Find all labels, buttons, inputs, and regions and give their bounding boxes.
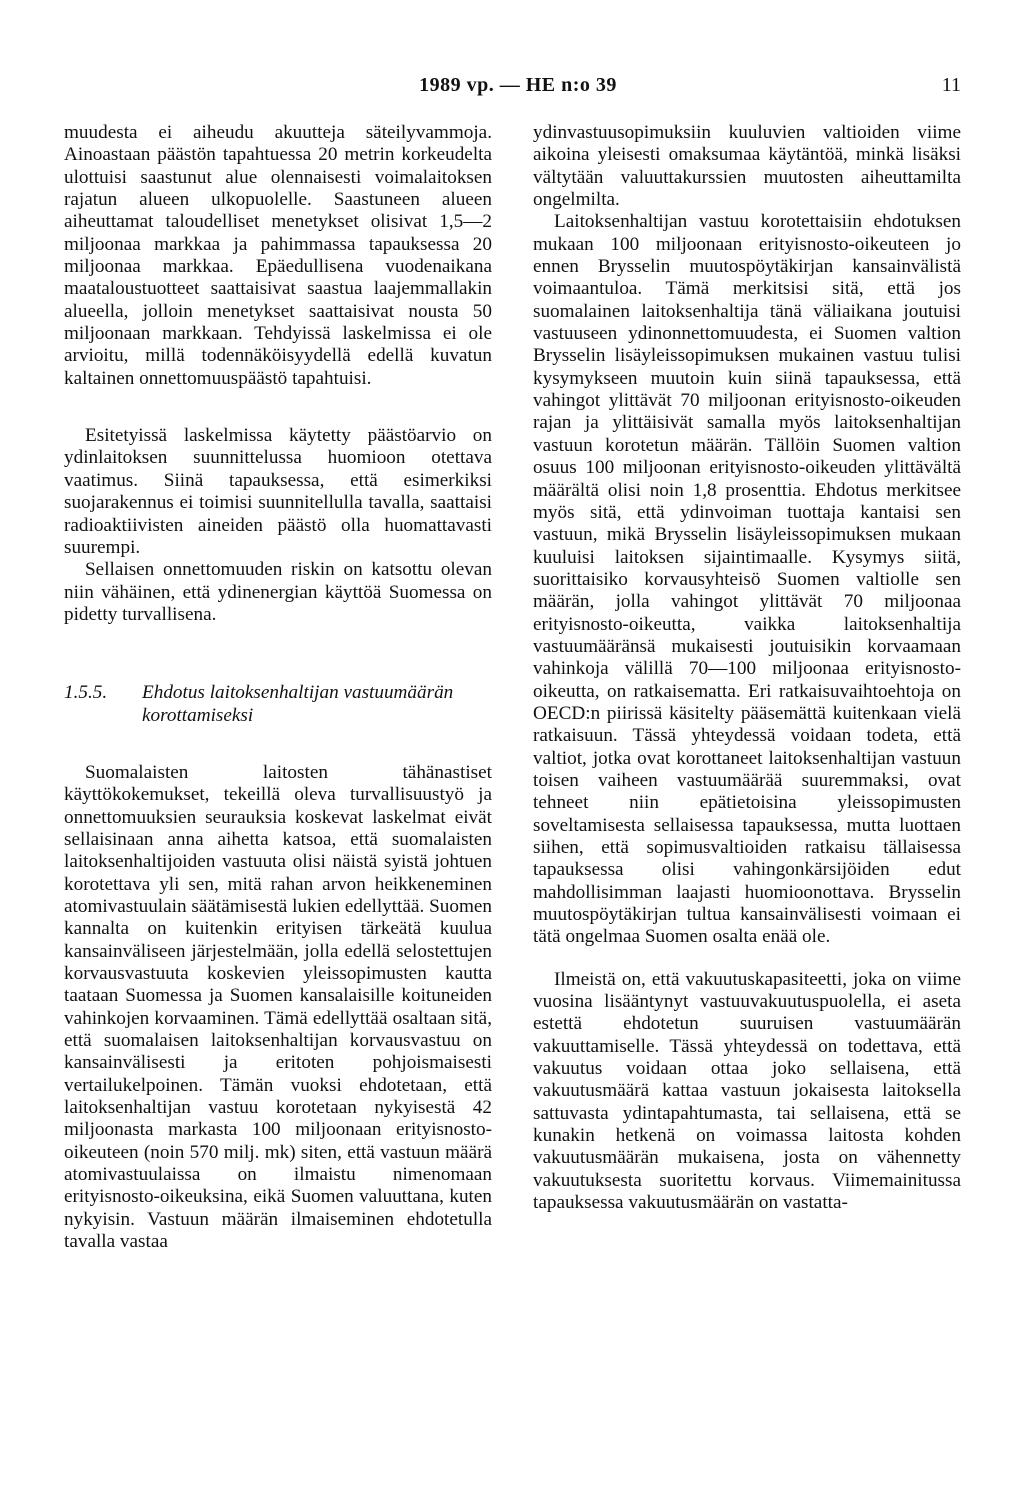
section-spacer: [64, 727, 492, 762]
right-column: [533, 122, 961, 1215]
section-spacer: [64, 661, 492, 682]
left-column: [64, 122, 492, 1253]
paragraph: ydinvastuusopimuksiin kuuluvien valtioiden viime aikoina yleisesti omaksumaa käytäntöä, minkä lisäksi vältytään valuuttakurssien muutosten aiheuttamilta ongelmilta.: [533, 122, 961, 211]
page-header: [0, 74, 1024, 104]
section-heading: [64, 682, 492, 727]
paragraph: muudesta ei aiheudu akuutteja säteilyvammoja. Ainoastaan päästön tapahtuessa 20 metrin korkeudelta ulottuisi saastunut alue olennaisesti voimalaitoksen rajatun alueen ulkopuolelle. Saastuneen alueen aiheuttamat taloudelliset menetykset olisivat 1,5—2 miljoonaa markkaa ja pahimmassa tapauksessa 20 miljoonaa markkaa. Epäedullisena vuodenaikana maataloustuotteet saattaisivat saastua laajemmallakin alueella, jolloin menetykset saattaisivat nousta 50 miljoonaan markkaan. Tehdyissä laskelmissa ei ole arvioitu, millä todennäköisyydellä edellä kuvatun kaltainen onnettomuuspäästö tapahtuisi.: [64, 122, 492, 389]
section-title: Ehdotus laitoksenhaltijan vastuumäärän korottamiseksi: [142, 682, 454, 726]
page-number: 11: [941, 74, 961, 96]
paragraph: Suomalaisten laitosten tähänastiset käyttökokemukset, tekeillä oleva turvallisuustyö ja onnettomuuksien seurauksia koskevat laskelmat eivät sellaisinaan anna aihetta katsoa, että suomalaisten laitoksenhaltijoiden vastuuta olisi näistä syistä johtuen korotettava yli sen, mitä rahan arvon heikkeneminen atomivastuulain säätämisestä lukien edellyttää. Suomen kannalta on kuitenkin erityisen tärkeätä kuulua kansainväliseen järjestelmään, jolla edellä selostettujen korvausvastuuta koskevien yleissopimusten kautta taataan Suomessa ja Suomen kansalaisille koituneiden vahinkojen korvaaminen. Tämä edellyttää osaltaan sitä, että suomalaisen laitoksenhaltijan korvausvastuu on kansainvälisesti ja eritoten pohjoismaisesti vertailukelpoinen. Tämän vuoksi ehdotetaan, että laitoksenhaltijan vastuu korotetaan nykyisestä 42 miljoonasta markasta 100 miljoonaan erityisnosto-oikeuteen (noin 570 milj. mk) siten, että vastuun määrä atomivastuulaissa on ilmaistu nimenomaan erityisnosto-oikeuksina, eikä Suomen valuuttana, kuten nykyisin. Vastuun määrän ilmaiseminen ehdotetulla tavalla vastaa: [64, 761, 492, 1253]
section-number: 1.5.5.: [64, 682, 108, 704]
paragraph-spacer: [533, 949, 961, 969]
paragraph-spacer: [64, 390, 492, 425]
section-spacer: [64, 626, 492, 661]
paragraph: Laitoksenhaltijan vastuu korotettaisiin ehdotuksen mukaan 100 miljoonaan erityisnosto-oikeuteen jo ennen Brysselin muutospöytäkirjan kansainvälistä voimaantuloa. Tämä merkitsisi sitä, että jos suomalainen laitoksenhaltija tänä väliaikana joutuisi vastuuseen ydinonnettomuudesta, ei Suomen valtion Brysselin lisäyleissopimuksen mukainen vastuu tulisi kysymykseen muutoin kuin siinä tapauksessa, että vahingot ylittävät 70 miljoonan erityisnosto-oikeuden rajan ja ylittäisivät samalla myös laitoksenhaltijan vastuun korotetun määrän. Tällöin Suomen valtion osuus 100 miljoonan erityisnosto-oikeuden ylittävältä määrältä olisi noin 1,8 prosenttia. Ehdotus merkitsee myös sitä, että ydinvoiman tuottaja kantaisi sen vastuun, mikä Brysselin lisäyleissopimuksen mukaan kuuluisi laitoksen sijaintimaalle. Kysymys siitä, suorittaisiko korvausyhteisö Suomen valtiolle sen määrän, jolla vahingot ylittävät 70 miljoonaa erityisnosto-oikeutta, vaikka laitoksenhaltija vastuumääränsä mukaisesti joutuisikin korvaamaan vahinkoja välillä 70—100 miljoonaa erityisnosto-oikeutta, on ratkaisematta. Eri ratkaisuvaihtoehtoja on OECD:n piirissä käsitelty pääsemättä kuitenkaan vielä ratkaisuun. Tässä yhteydessä voidaan todeta, että valtiot, jotka ovat korottaneet laitoksenhaltijan vastuun toisen vaiheen vastuumäärää suuremmaksi, ovat tehneet niin epätietoisina yleissopimusten soveltamisesta sellaisessa tapauksessa, mutta luottaen siihen, että sopimusvaltioiden ratkaisu tällaisessa tapauksessa olisi vahingonkärsijöiden edut mahdollisimman laajasti huomioonottava. Brysselin muutospöytäkirjan tultua kansainvälisesti voimaan ei tätä ongelmaa Suomen osalta enää ole.: [533, 211, 961, 948]
paragraph: Ilmeistä on, että vakuutuskapasiteetti, joka on viime vuosina lisääntynyt vastuuvakuutuspuolella, ei aseta estettä ehdotetun suuruisen vastuumäärän vakuuttamiselle. Tässä yhteydessä on todettava, että vakuutus voidaan ottaa joko sellaisena, että vakuutusmäärä kattaa vastuun jokaisesta laitoksella sattuvasta ydintapahtumasta, tai sellaisena, että se kunakin hetkenä on voimassa laitosta kohden vakuutusmäärän mukaisena, josta on vähennetty vakuutuksesta suoritettu korvaus. Viimemainitussa tapauksessa vakuutusmäärän on vastatta-: [533, 968, 961, 1214]
running-title: 1989 vp. — HE n:o 39: [419, 74, 617, 96]
paragraph: Sellaisen onnettomuuden riskin on katsottu olevan niin vähäinen, että ydinenergian käyttöä Suomessa on pidetty turvallisena.: [64, 559, 492, 625]
paragraph: Esitetyissä laskelmissa käytetty päästöarvio on ydinlaitoksen suunnittelussa huomioon otettava vaatimus. Siinä tapauksessa, että esimerkiksi suojarakennus ei toimisi suunnitellulla tavalla, saattaisi radioaktiivisten aineiden päästö olla huomattavasti suurempi.: [64, 425, 492, 558]
